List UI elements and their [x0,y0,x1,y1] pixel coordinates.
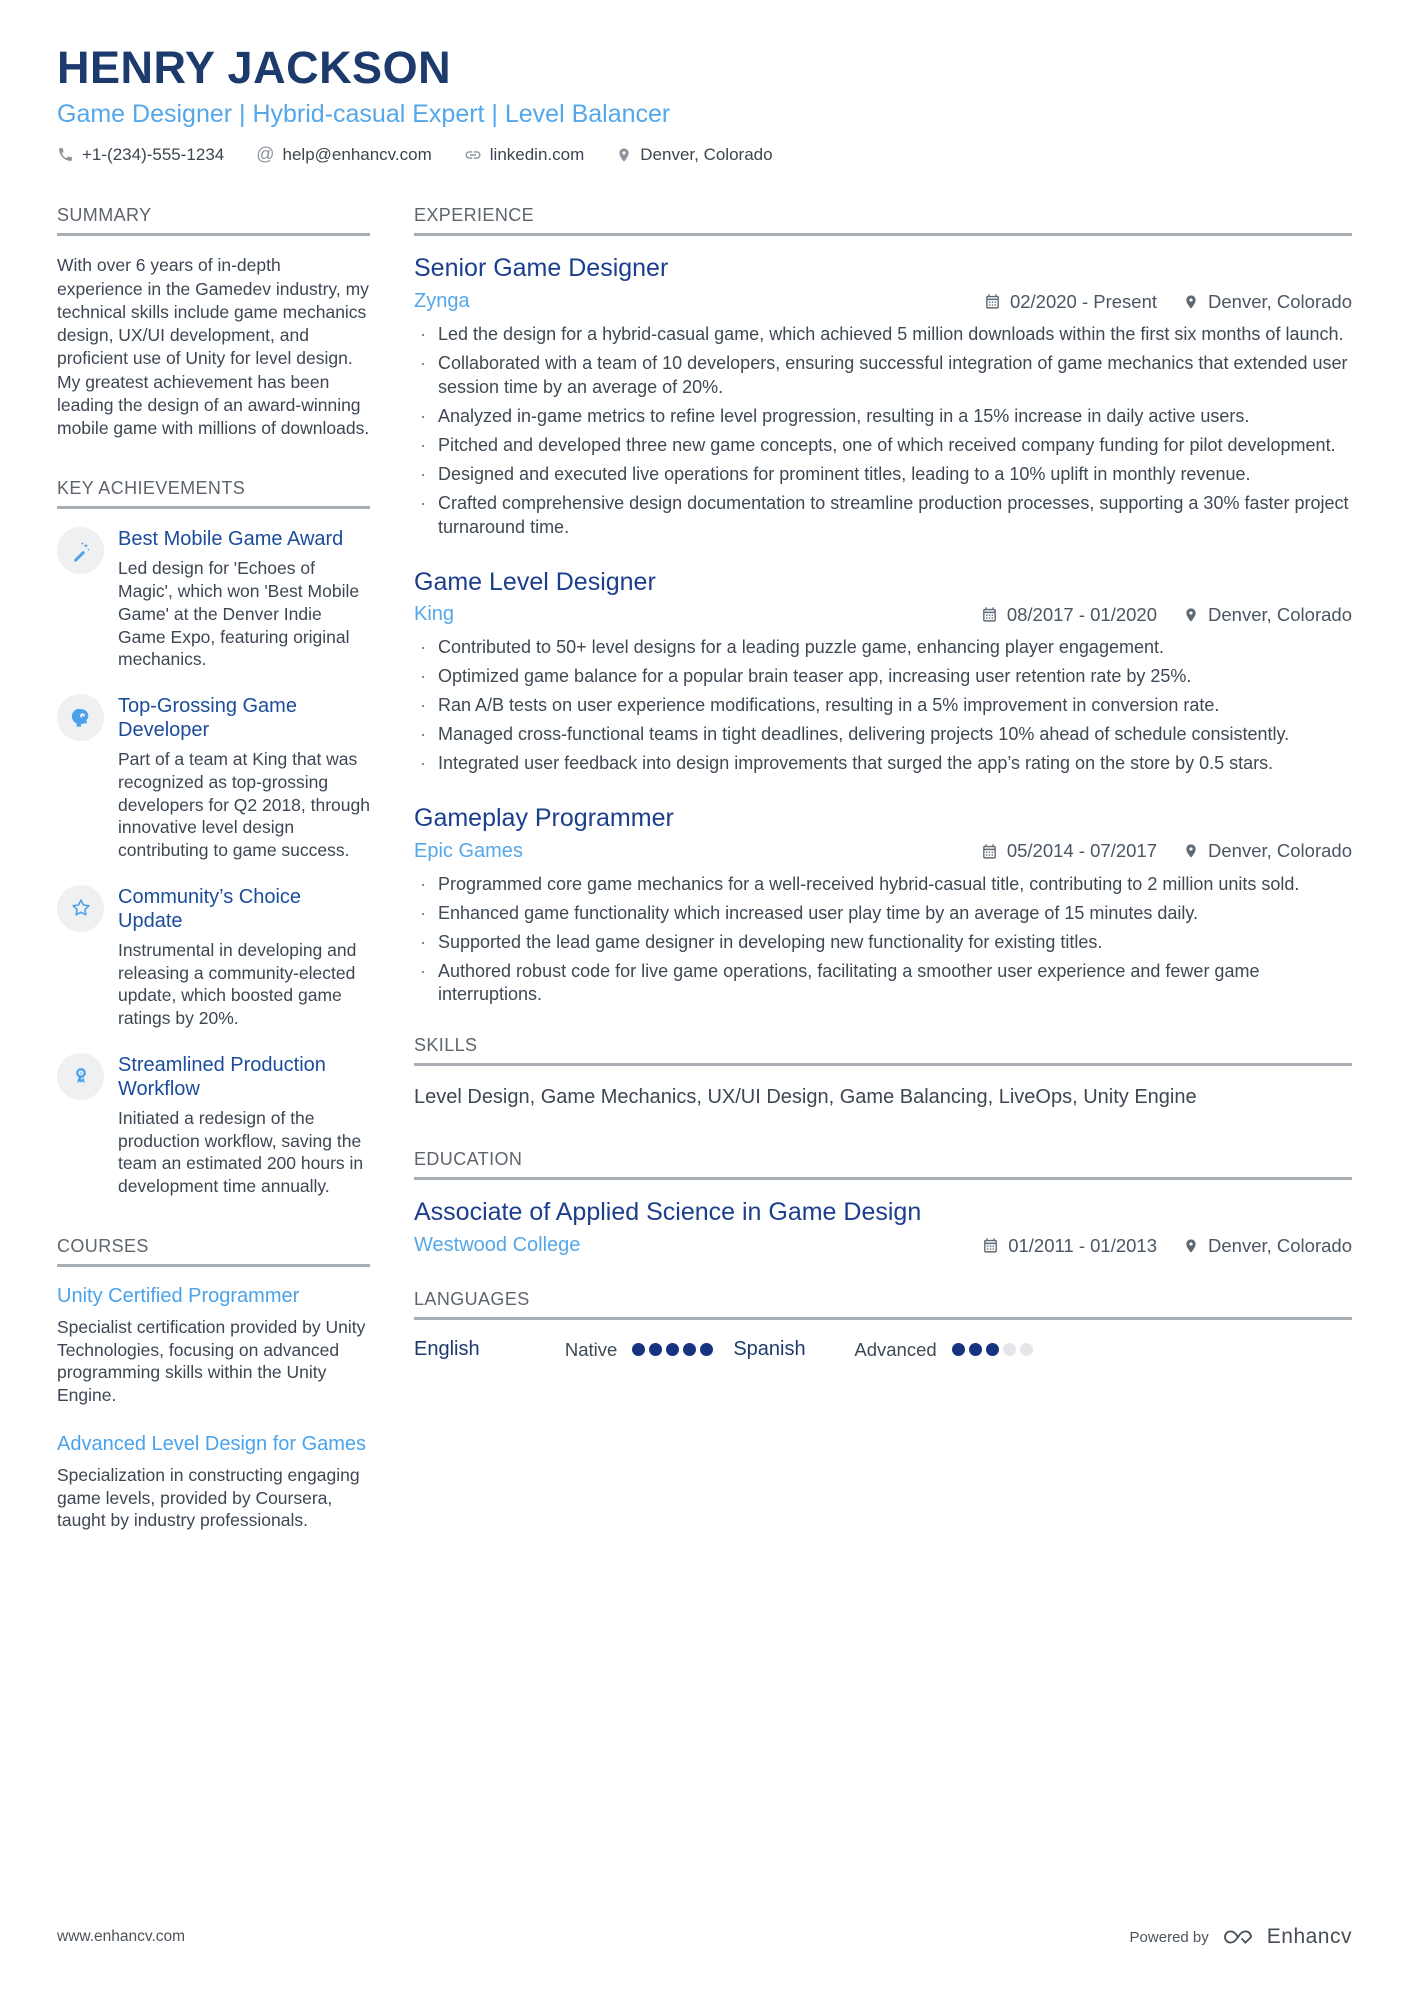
experience-entry [414,804,1352,1007]
skills-heading: SKILLS [414,1035,1352,1066]
contact-linkedin[interactable] [464,145,585,165]
job-bullet: · Collaborated with a team of 10 developers, ensuring successful integration of game mechanics that extended user session time by an average of 20%. [414,352,1352,400]
language-rating-dots [632,1343,713,1356]
head-idea-icon [57,694,104,741]
company-name: King [414,603,455,626]
contact-row [57,144,1352,165]
language-level: Advanced [854,1338,937,1360]
star-icon [57,885,104,932]
job-bullet: · Enhanced game functionality which increased user play time by an average of 15 minutes daily. [414,902,1352,926]
job-location: Denver, Colorado [1183,840,1352,862]
course-desc: Specialization in constructing engaging game levels, provided by Coursera, taught by industry professionals. [57,1464,360,1531]
language-rating-dots [952,1343,1033,1356]
job-bullet: · Optimized game balance for a popular brain teaser app, increasing user retention rate by 25%. [414,665,1352,689]
experience-entry [414,254,1352,539]
experience-heading: EXPERIENCE [414,205,1352,236]
job-title: Game Level Designer [414,567,656,596]
achievement-title: Community’s Choice Update [118,885,302,932]
powered-by-label: Powered by [1129,1928,1209,1946]
job-bullet: · Ran A/B tests on user experience modifications, resulting in a 5% improvement in conversion rate. [414,694,1352,718]
course-item [57,1433,370,1532]
job-bullet: · Analyzed in-game metrics to refine level progression, resulting in a 15% increase in daily active users. [414,405,1352,429]
location-pin-icon [1183,294,1199,310]
course-desc: Specialist certification provided by Unity Technologies, focusing on advanced programming skills within the Unity Engine. [57,1316,366,1406]
contact-phone [57,145,224,165]
job-dates: 02/2020 - Present [984,291,1157,313]
achievement-item [57,694,370,862]
brand-name: Enhancv [1266,1925,1352,1948]
job-bullet: · Programmed core game mechanics for a well-received hybrid-casual title, contributing to 2 million units sold. [414,873,1352,897]
achievement-desc: Initiated a redesign of the production workflow, saving the team an estimated 200 hours in development time annually. [118,1107,364,1197]
footer-site-link[interactable]: www.enhancv.com [57,1928,186,1945]
language-entry [414,1338,713,1361]
job-title: Senior Game Designer [414,254,669,283]
job-bullet: · Led the design for a hybrid-casual game, which achieved 5 million downloads within the first six months of launch. [414,323,1352,347]
enhancv-logo-icon [1221,1926,1255,1948]
job-title: Gameplay Programmer [414,803,674,832]
job-bullet: · Integrated user feedback into design improvements that surged the app’s rating on the store by 0.5 stars. [414,752,1352,776]
achievement-desc: Part of a team at King that was recognized as top-grossing developers for Q2 2018, through innovative level design contributing to game success. [118,749,370,861]
location-pin-icon [616,147,632,163]
at-icon [256,144,274,165]
job-bullet: · Supported the lead game designer in developing new functionality for existing titles. [414,931,1352,955]
section-summary [57,205,370,440]
education-dates: 01/2011 - 01/2013 [982,1235,1157,1257]
section-courses [57,1236,370,1532]
courses-heading: COURSES [57,1236,370,1267]
course-title: Advanced Level Design for Games [57,1432,367,1455]
course-title: Unity Certified Programmer [57,1284,300,1307]
section-languages [414,1289,1352,1361]
footer [57,1925,1352,1949]
location-pin-icon [1183,1238,1199,1254]
achievement-title: Best Mobile Game Award [118,528,344,551]
header [57,44,1352,165]
achievement-item [57,527,370,671]
medal-icon [57,1053,104,1100]
content-columns [57,205,1352,1925]
contact-location [616,145,772,165]
achievement-title: Streamlined Production Workflow [118,1053,326,1100]
job-dates: 08/2017 - 01/2020 [981,604,1157,626]
job-dates: 05/2014 - 07/2017 [981,840,1157,862]
school-name: Westwood College [414,1234,581,1257]
location-pin-icon [1183,607,1199,623]
location-pin-icon [1183,843,1199,859]
job-bullet: · Managed cross-functional teams in tight deadlines, delivering projects 10% ahead of schedule consistently. [414,723,1352,747]
person-name: HENRY JACKSON [57,42,452,93]
location-text: Denver, Colorado [640,144,773,164]
contact-email[interactable] [256,144,432,165]
degree-title: Associate of Applied Science in Game Design [414,1198,922,1227]
section-education [414,1149,1352,1257]
calendar-icon [981,606,998,623]
headline: Game Designer | Hybrid-casual Expert | Level Balancer [57,100,671,129]
language-level: Native [564,1338,618,1360]
education-heading: EDUCATION [414,1149,1352,1180]
calendar-icon [982,1237,999,1254]
achievement-desc: Led design for 'Echoes of Magic', which won 'Best Mobile Game' at the Denver Indie Game Expo, featuring original mechanics. [118,558,360,670]
job-bullet: · Pitched and developed three new game concepts, one of which received company funding for pilot development. [414,434,1352,458]
powered-by[interactable] [1130,1925,1352,1949]
calendar-icon [981,843,998,860]
language-name: English [414,1338,480,1361]
achievement-desc: Instrumental in developing and releasing a community-elected update, which boosted game ratings by 20%. [118,939,357,1029]
phone-icon [57,146,74,163]
language-name: Spanish [733,1338,806,1361]
section-key-achievements [57,478,370,1198]
company-name: Epic Games [414,839,523,862]
job-bullet: · Authored robust code for live game operations, facilitating a smoother user experience and fewer game interruptions. [414,960,1352,1008]
email-address: help@enhancv.com [282,144,432,164]
summary-text: With over 6 years of in-depth experience in the Gamedev industry, my technical skills include game mechanics design, UX/UI development, and proficient use of Unity for level design. My greatest achievement has been leading the design of an award-winning mobile game with millions of downloads. [57,255,370,439]
section-experience [414,205,1352,1007]
right-column [414,205,1352,1925]
magic-wand-icon [57,527,104,574]
linkedin-url: linkedin.com [489,144,585,164]
calendar-icon [984,293,1001,310]
achievements-heading: KEY ACHIEVEMENTS [57,478,370,509]
phone-number: +1-(234)-555-1234 [82,144,225,164]
education-location: Denver, Colorado [1183,1235,1352,1257]
link-icon [464,146,482,164]
achievement-title: Top-Grossing Game Developer [118,695,297,742]
job-location: Denver, Colorado [1183,604,1352,626]
achievement-item [57,1053,370,1198]
job-bullet: · Crafted comprehensive design documentation to streamline production processes, supporting a 30% faster project turnaround time. [414,492,1352,540]
skills-list: Level Design, Game Mechanics, UX/UI Design, Game Balancing, LiveOps, Unity Engine [414,1086,1197,1109]
job-location: Denver, Colorado [1183,291,1352,313]
summary-heading: SUMMARY [57,205,370,236]
left-column [57,205,370,1925]
achievement-item [57,885,370,1030]
course-item [57,1285,370,1407]
company-name: Zynga [414,290,470,312]
language-entry [733,1338,1032,1361]
experience-entry [414,568,1352,776]
job-bullet: · Designed and executed live operations for prominent titles, leading to a 10% uplift in monthly revenue. [414,463,1352,487]
languages-heading: LANGUAGES [414,1289,1352,1320]
job-bullet: · Contributed to 50+ level designs for a leading puzzle game, enhancing player engagement. [414,636,1352,660]
section-skills [414,1035,1352,1111]
